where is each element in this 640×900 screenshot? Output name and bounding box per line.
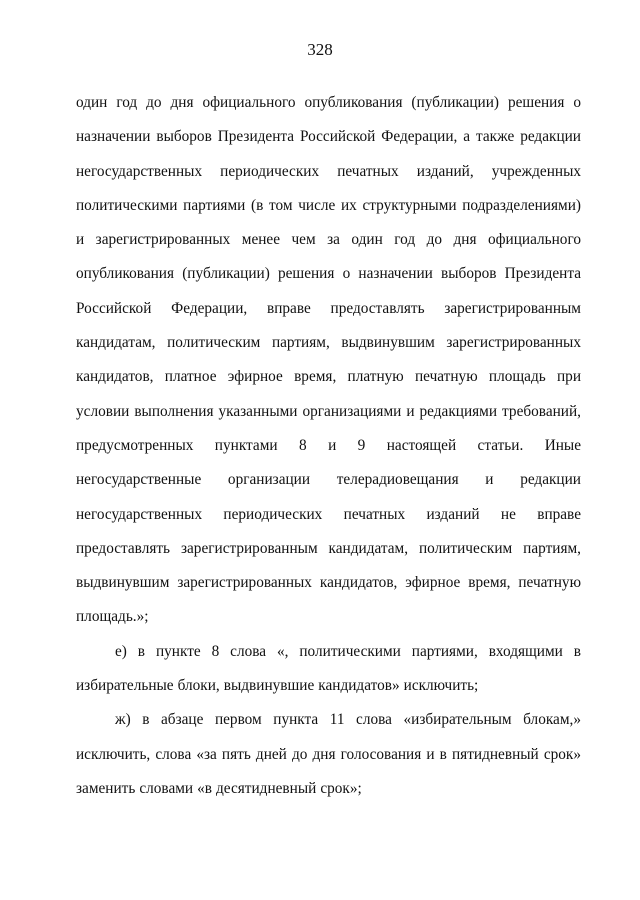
paragraph-item-zh: ж) в абзаце первом пункта 11 слова «избирательным блокам,» исключить, слова «за пять дней до дня голосования и в пятидневный срок» заменить словами «в десятидневный срок»; bbox=[76, 711, 581, 797]
paragraph-item-e: е) в пункте 8 слова «, политическими партиями, входящими в избирательные блоки, выдвинувшие кандидатов» исключить; bbox=[76, 642, 581, 695]
document-body bbox=[76, 86, 581, 806]
paragraph-continuation: один год до дня официального опубликования (публикации) решения о назначении выборов Президента Российской Федерации, а также редакции негосударственных периодических печатных изданий, учрежденных политическими партиями (в том числе их структурными подразделениями) и зарегистрированных менее чем за один год до дня официального опубликования (публикации) решения о назначении выборов Президента Российской Федерации, вправе предоставлять зарегистрированным кандидатам, политическим партиям, выдвинувшим зарегистрированных кандидатов, платное эфирное время, платную печатную площадь при условии выполнения указанными организациями и редакциями требований, предусмотренных пунктами 8 и 9 настоящей статьи. Иные негосударственные организации телерадиовещания и редакции негосударственных периодических печатных изданий не вправе предоставлять зарегистрированным кандидатам, политическим партиям, выдвинувшим зарегистрированных кандидатов, эфирное время, печатную площадь.»; bbox=[76, 94, 581, 626]
page-number: 328 bbox=[307, 40, 333, 59]
